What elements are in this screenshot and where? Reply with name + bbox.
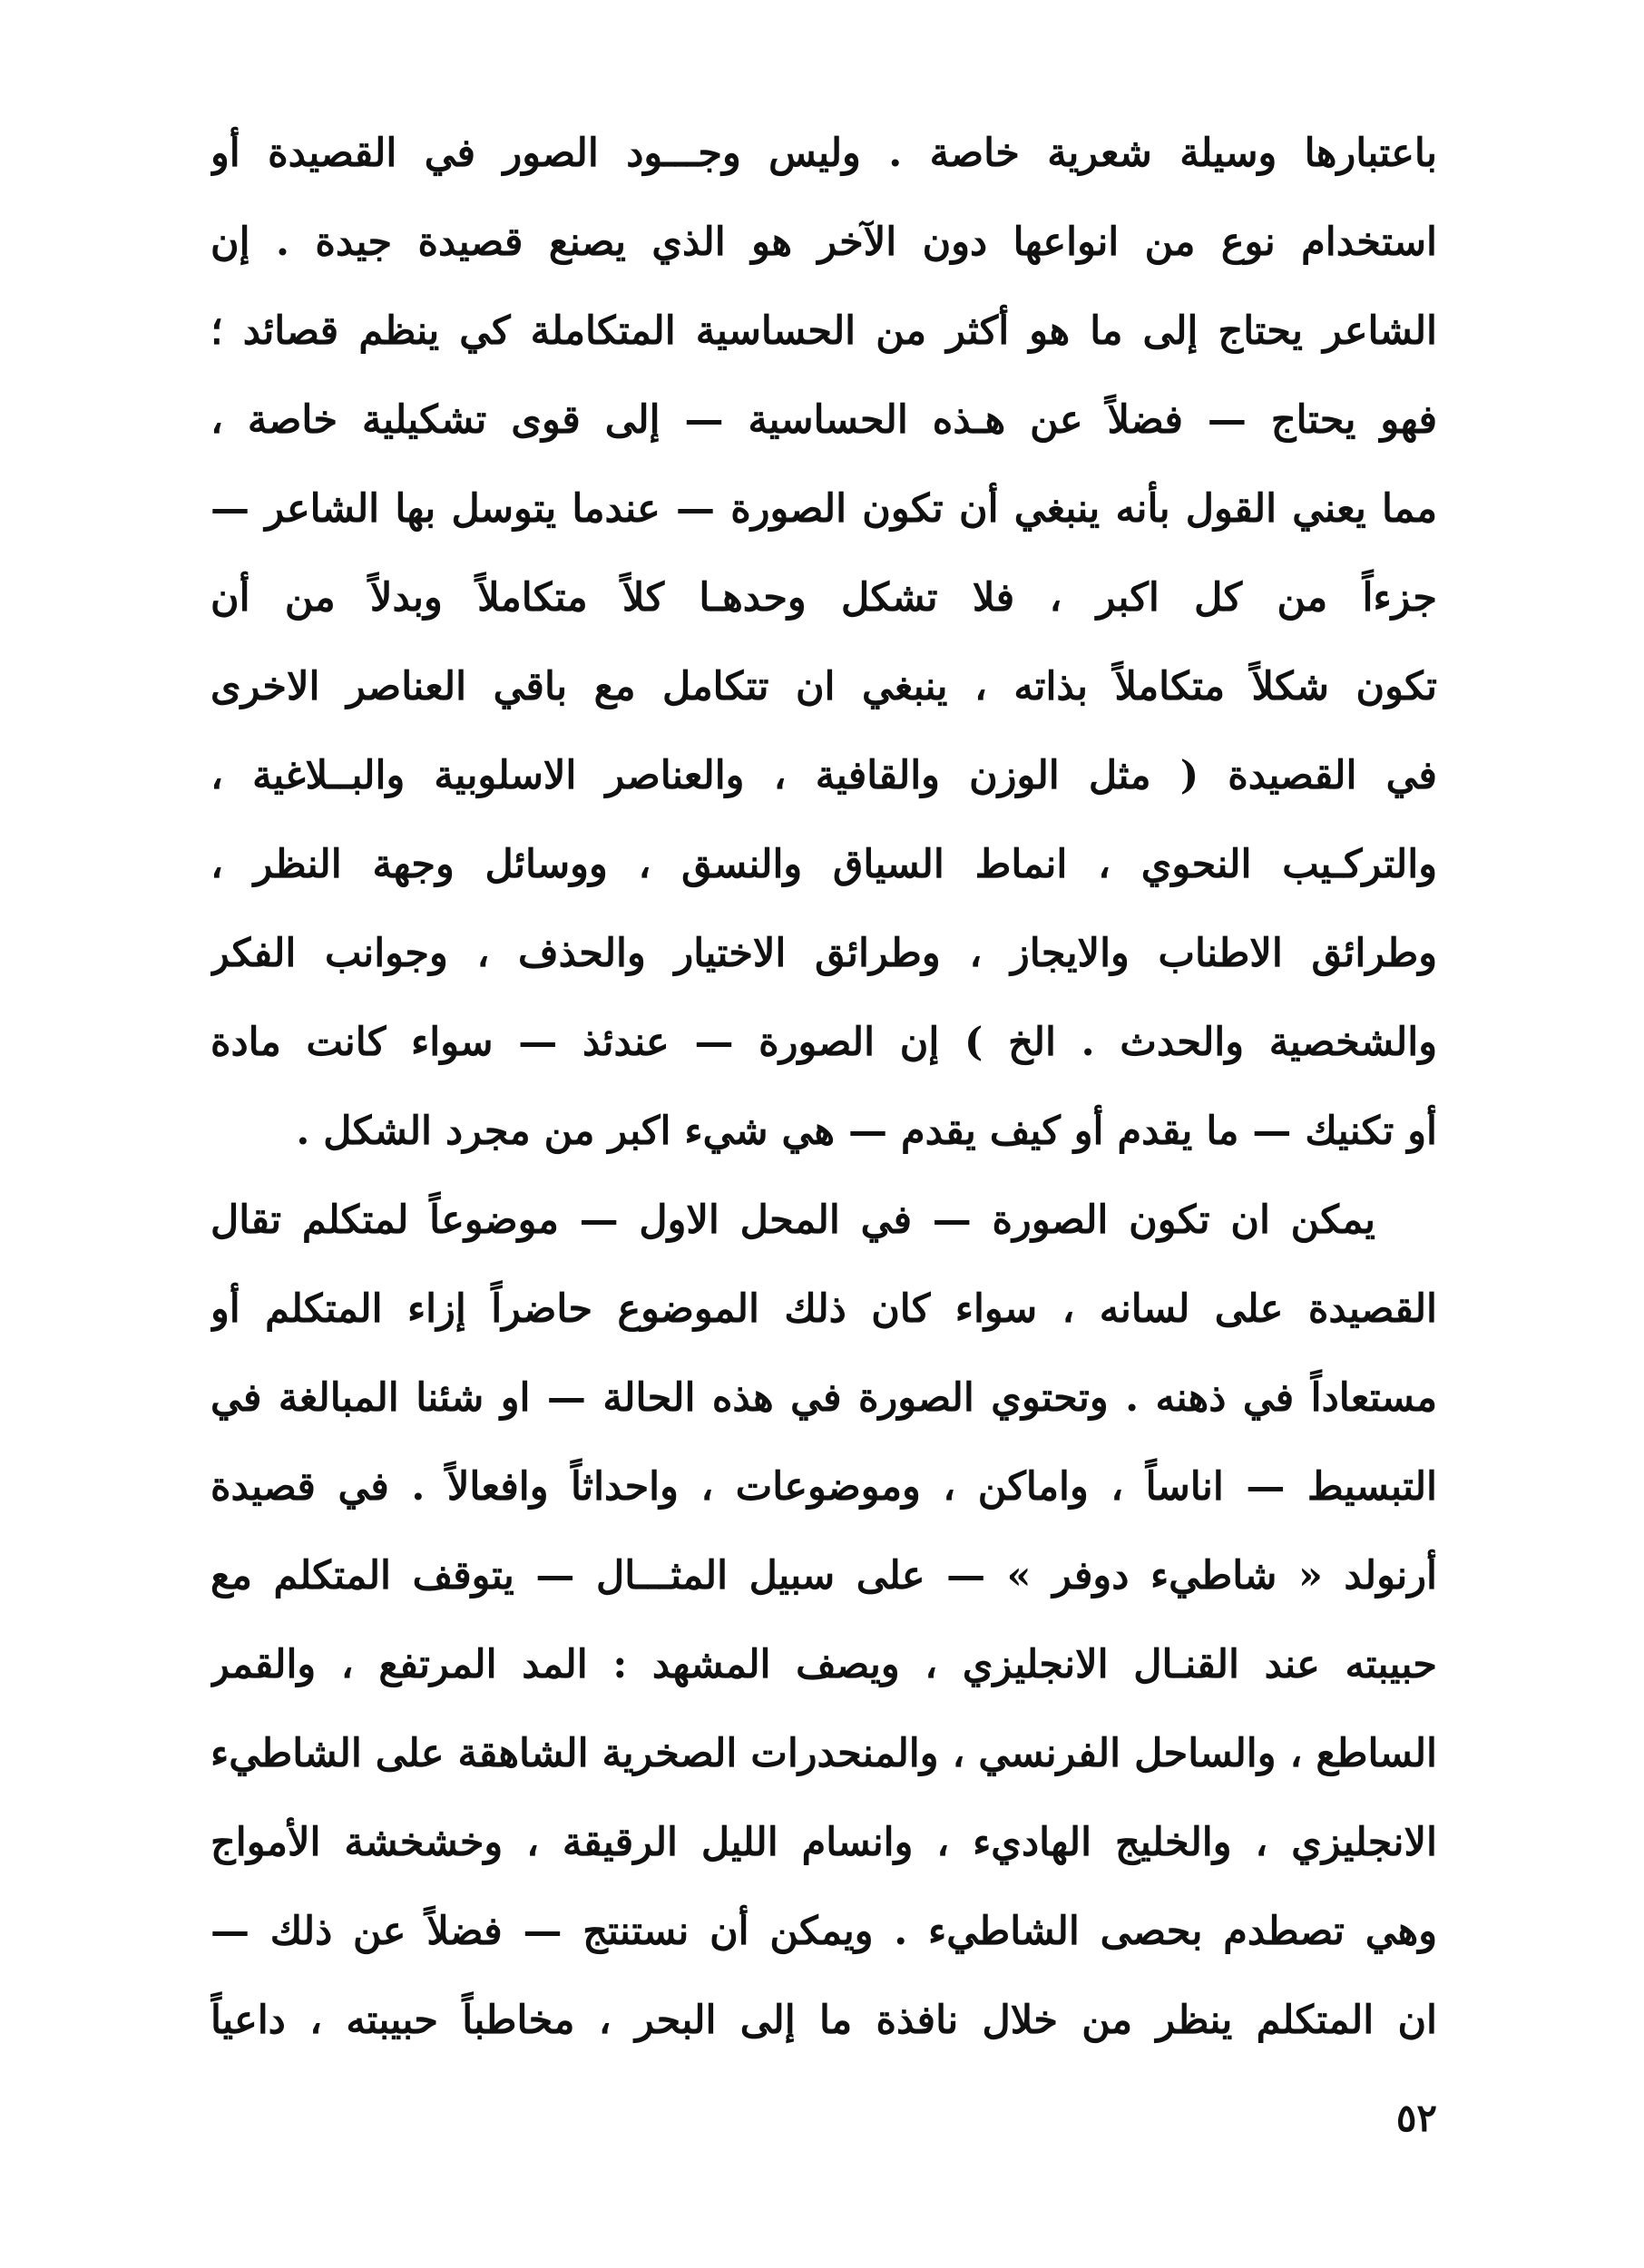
text-line: ان المتكلم ينظر من خلال نافذة ما إلى البحر ، مخاطباً حبيبته ، داعياً [210,1998,1437,2043]
text-line: باعتبارها وسيلة شعرية خاصة . وليس وجـــود الصور في القصيدة أو [210,131,1437,176]
text-line: وطرائق الاطناب والايجاز ، وطرائق الاختيار والحذف ، وجوانب الفكر [210,931,1437,976]
text-line: جزءاً من كل اكبر ، فلا تشكل وحدهـا كلاً متكاملاً وبدلاً من أن [210,575,1437,621]
text-line: الشاعر يحتاج إلى ما هو أكثر من الحساسية المتكاملة كي ينظم قصائد ؛ [210,308,1437,354]
text-line: مستعاداً في ذهنه . وتحتوي الصورة في هذه الحالة — او شئنا المبالغة في [210,1375,1437,1421]
text-line: حبيبته عند القنـال الانجليزي ، ويصف المشهد : المد المرتفع ، والقمر [210,1642,1437,1687]
paragraph-first-line: يمكن ان تكون الصورة — في المحل الاول — موضوعاً لمتكلم تقال [210,1198,1375,1243]
text-line: الانجليزي ، والخليج الهاديء ، وانسام الليل الرقيقة ، وخشخشة الأمواج [210,1820,1437,1865]
text-line: والشخصية والحدث . الخ ) إن الصورة — عندئذ — سواء كانت مادة [210,1020,1437,1065]
text-line: مما يعني القول بأنه ينبغي أن تكون الصورة — عندما يتوسل بها الشاعر — [210,486,1437,532]
text-line: الساطع ، والساحل الفرنسي ، والمنحدرات الصخرية الشاهقة على الشاطيء [210,1731,1437,1776]
text-line: أرنولد « شاطيء دوفر » — على سبيل المثـــال — يتوقف المتكلم مع [210,1553,1437,1598]
paragraph-last-line: أو تكنيك — ما يقدم أو كيف يقدم — هي شيء اكبر من مجرد الشكل . [296,1109,1437,1154]
body-text [210,109,1437,2065]
text-line: فهو يحتاج — فضلاً عن هـذه الحساسية — إلى قوى تشكيلية خاصة ، [210,397,1437,443]
text-line: والتركـيب النحوي ، انماط السياق والنسق ، ووسائل وجهة النظر ، [210,842,1437,887]
page-number: ٥٢ [1395,2096,1437,2140]
text-line: في القصيدة ( مثل الوزن والقافية ، والعناصر الاسلوبية والبــلاغية ، [210,753,1437,798]
text-line: القصيدة على لسانه ، سواء كان ذلك الموضوع حاضراً إزاء المتكلم أو [210,1286,1437,1332]
text-line: وهي تصطدم بحصى الشاطيء . ويمكن أن نستنتج — فضلاً عن ذلك — [210,1909,1437,1954]
text-line: تكون شكلاً متكاملاً بذاته ، ينبغي ان تتكامل مع باقي العناصر الاخرى [210,664,1437,709]
text-line: التبسيط — اناساً ، واماكن ، وموضوعات ، واحداثاً وافعالاً . في قصيدة [210,1464,1437,1510]
text-line: استخدام نوع من انواعها دون الآخر هو الذي يصنع قصيدة جيدة . إن [210,220,1437,265]
